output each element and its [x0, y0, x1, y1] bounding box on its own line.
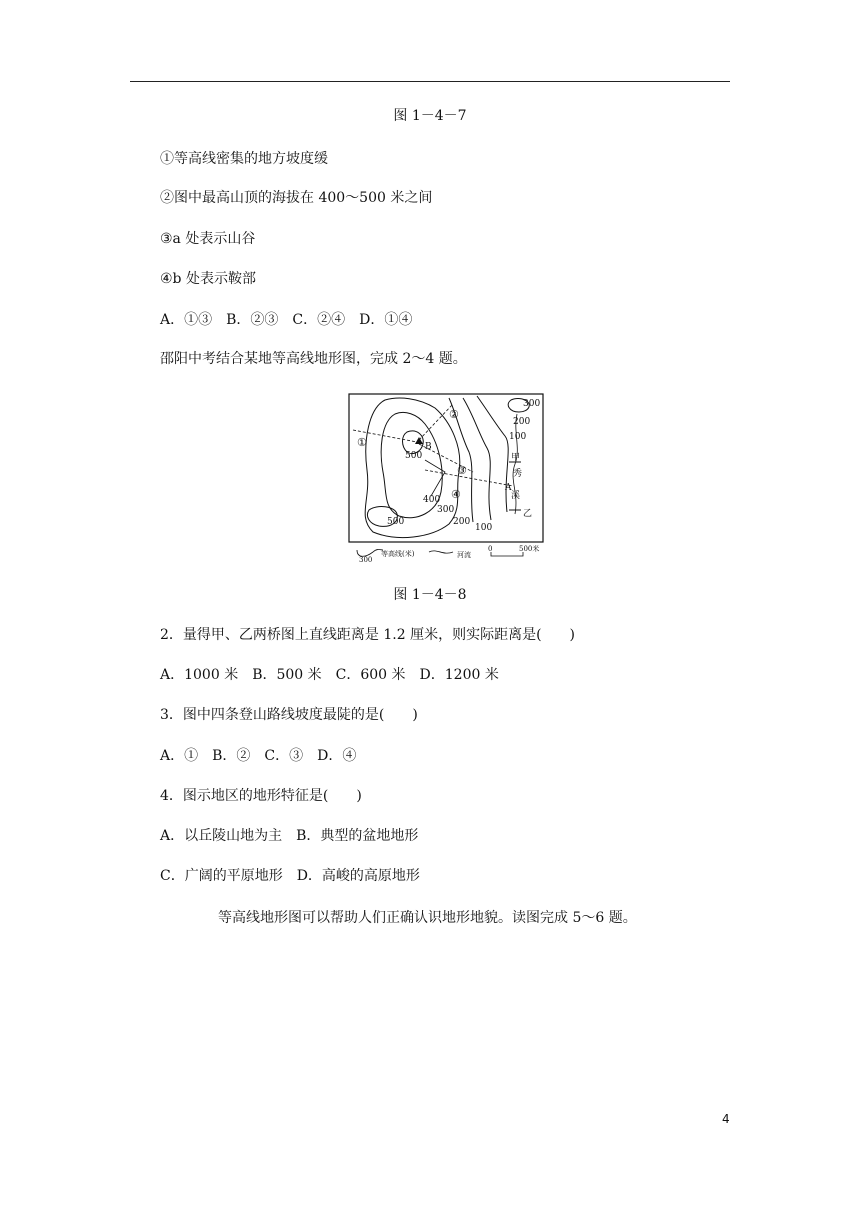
label-xi: 溪: [511, 491, 521, 501]
legend-contour-label: 等高线(米): [381, 550, 415, 558]
label-yi: 乙: [523, 509, 533, 519]
figure-caption-1-4-8: 图 1－4－8: [393, 587, 467, 603]
figure-caption-1-4-7: 图 1－4－7: [393, 108, 467, 124]
question-4: 4．图示地区的地形特征是( ): [160, 788, 362, 804]
contour-100-east: [477, 396, 508, 512]
label-100-ne: 100: [509, 432, 527, 442]
label-100-s: 100: [475, 523, 493, 533]
intro-questions-5-6: 等高线地形图可以帮助人们正确认识地形地貌。读图完成 5～6 题。: [218, 910, 637, 926]
label-500-south: 500: [387, 517, 405, 527]
statement-2: ②图中最高山顶的海拔在 400～500 米之间: [160, 190, 433, 206]
label-route-3: ③: [457, 464, 467, 477]
scale-end: 500米: [519, 545, 540, 553]
page-number: 4: [722, 1112, 730, 1126]
legend-river-label: 河流: [457, 551, 471, 559]
label-jia: 甲: [511, 453, 521, 463]
legend-contour-value: 300: [359, 556, 373, 564]
label-500-summit: 500: [405, 451, 423, 461]
contour-200-east: [463, 398, 491, 520]
header-rule: [130, 81, 730, 82]
question-3: 3．图中四条登山路线坡度最陡的是( ): [160, 707, 418, 723]
label-point-a: A: [505, 483, 512, 493]
question-4-options-line2: C．广阔的平原地形 D．高峻的高原地形: [160, 868, 420, 884]
intro-questions-2-4: 邵阳中考结合某地等高线地形图，完成 2～4 题。: [160, 351, 467, 367]
contour-map: [345, 392, 545, 570]
label-300-ne: 300: [523, 399, 541, 409]
statement-4: ④b 处表示鞍部: [160, 271, 256, 287]
label-xiu: 秀: [513, 469, 523, 479]
contour-outer: [365, 398, 460, 537]
question-4-options-line1: A．以丘陵山地为主 B．典型的盆地地形: [160, 828, 419, 844]
statement-1: ①等高线密集的地方坡度缓: [160, 151, 328, 167]
label-200-ne: 200: [513, 417, 531, 427]
label-300-s: 300: [437, 505, 455, 515]
label-point-b: B: [425, 442, 432, 452]
question-2: 2．量得甲、乙两桥图上直线距离是 1.2 厘米，则实际距离是( ): [160, 627, 575, 643]
scale-zero: 0: [488, 545, 493, 553]
label-route-2: ②: [449, 408, 459, 421]
label-400: 400: [423, 495, 441, 505]
question-3-options: A．① B．② C．③ D．④: [160, 748, 357, 764]
label-route-1: ①: [357, 436, 367, 449]
contour-map-figure: [345, 392, 545, 570]
question-2-options: A．1000 米 B．500 米 C．600 米 D．1200 米: [160, 667, 499, 683]
statement-3: ③a 处表示山谷: [160, 231, 256, 247]
question-1-options: A．①③ B．②③ C．②④ D．①④: [160, 312, 413, 328]
label-route-4: ④: [451, 488, 461, 501]
legend-river-symbol: [429, 551, 453, 553]
summit-triangle-icon: [415, 437, 423, 444]
label-200-s: 200: [453, 517, 471, 527]
